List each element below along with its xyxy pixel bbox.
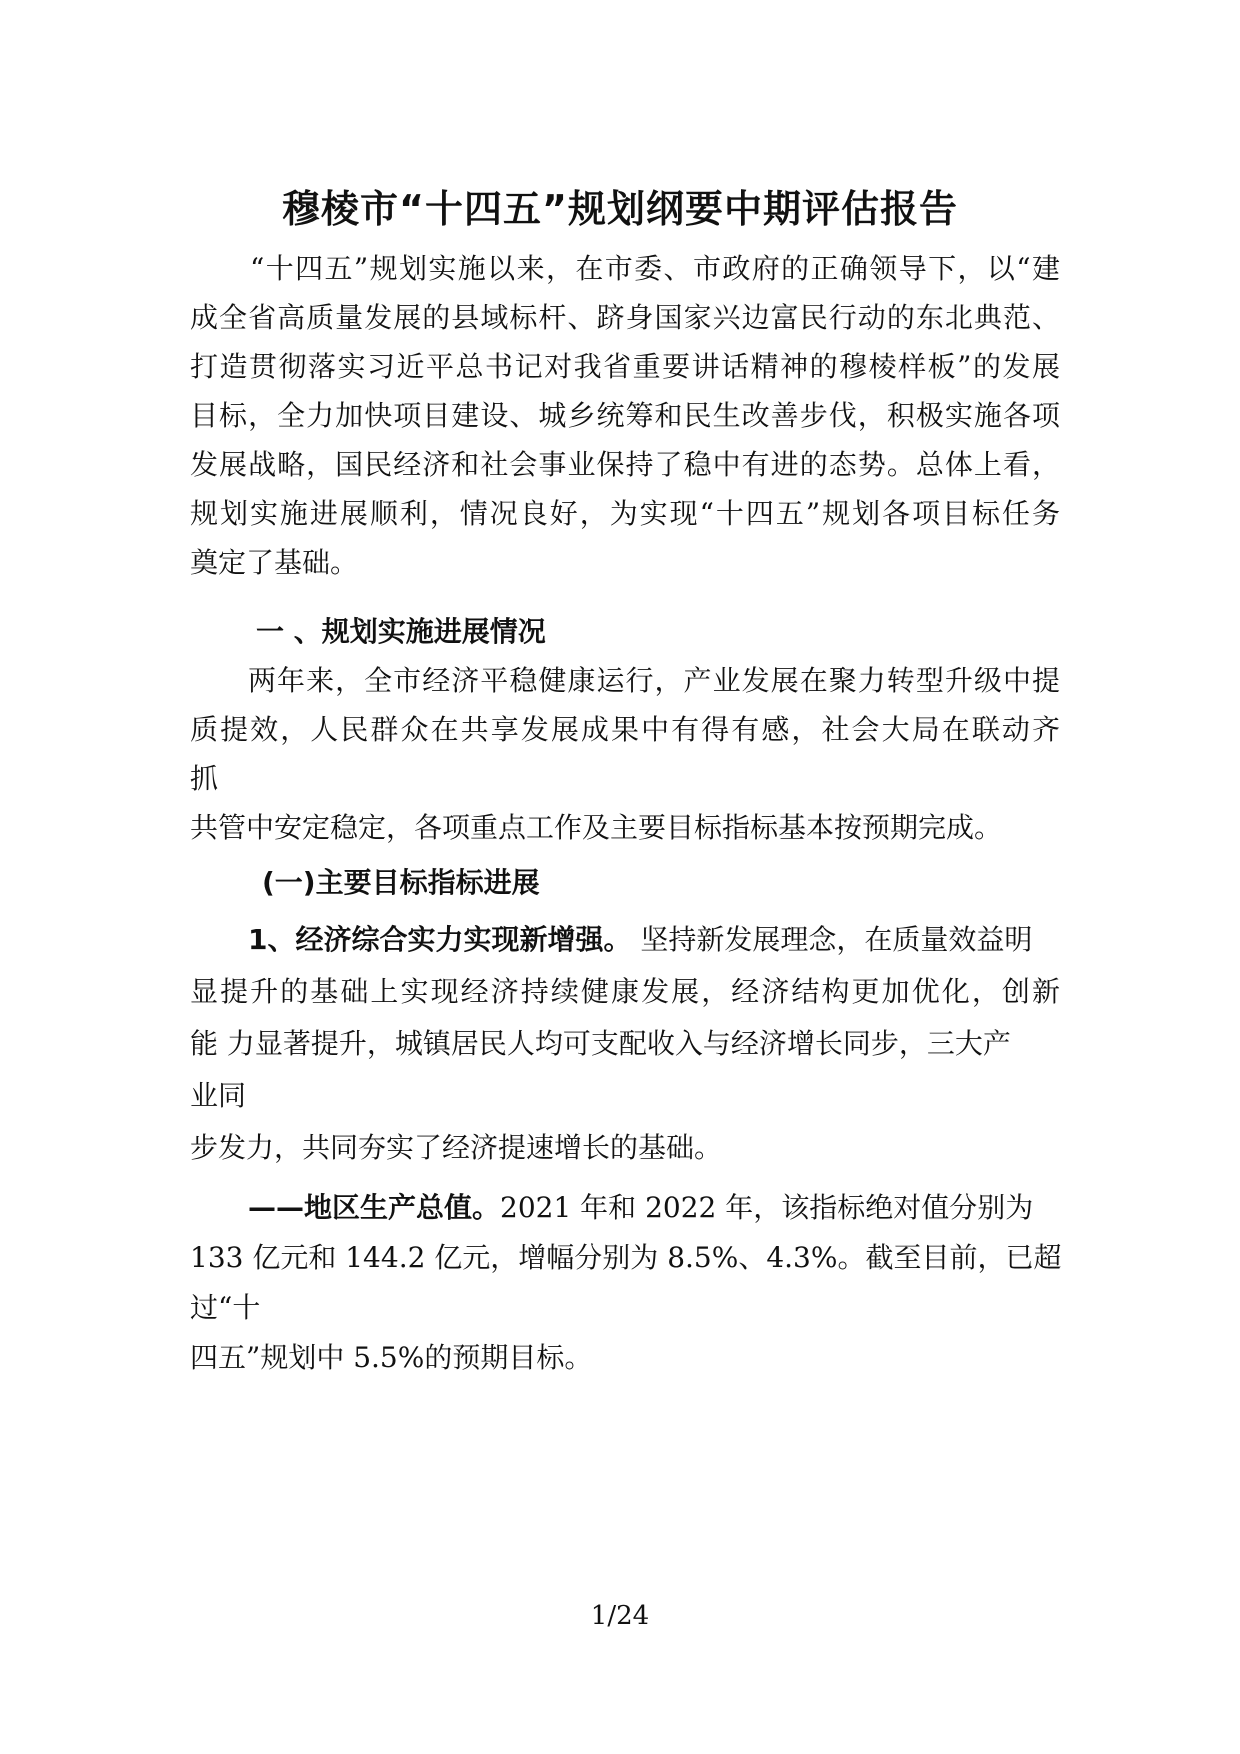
intro-line: “十四五”规划实施以来，在市委、市政府的正确领导下，以“建 xyxy=(250,252,1060,285)
gdp-line: 四五”规划中 5.5%的预期目标。 xyxy=(190,1341,593,1374)
intro-line: 成全省高质量发展的县域标杆、跻身国家兴边富民行动的东北典范、 xyxy=(190,301,1060,334)
intro-line: 奠定了基础。 xyxy=(190,546,359,579)
gdp-lead: ——地区生产总值。 xyxy=(248,1191,501,1224)
item-line: 显提升的基础上实现经济持续健康发展，经济结构更加优化，创新 xyxy=(190,975,1060,1008)
gdp-line: 133 亿元和 144.2 亿元，增幅分别为 8.5%、4.3%。截至目前，已超 xyxy=(190,1241,1062,1274)
document-title: 穆棱市“十四五”规划纲要中期评估报告 xyxy=(282,187,958,231)
item-first-line xyxy=(248,920,1060,960)
item-lead: 1、经济综合实力实现新增强。 xyxy=(248,923,632,956)
intro-line: 打造贯彻落实习近平总书记对我省重要讲话精神的穆棱样板”的发展 xyxy=(190,350,1060,383)
subsection-heading: (一)主要目标指标进展 xyxy=(262,866,540,899)
intro-line: 目标，全力加快项目建设、城乡统筹和民生改善步伐，积极实施各项 xyxy=(190,399,1060,432)
gdp-lead-rest: 2021 年和 2022 年，该指标绝对值分别为 xyxy=(500,1191,1034,1224)
page-number: 1/24 xyxy=(590,1601,650,1631)
item-line: 业同 xyxy=(190,1079,247,1112)
intro-line: 发展战略，国民经济和社会事业保持了稳中有进的态势。总体上看， xyxy=(190,448,1060,481)
gdp-line: 过“十 xyxy=(190,1291,261,1324)
section-line: 抓 xyxy=(190,762,219,795)
item-line: 能 力显著提升，城镇居民人均可支配收入与经济增长同步，三大产 xyxy=(190,1027,1011,1060)
section-line: 共管中安定稳定，各项重点工作及主要目标指标基本按预期完成。 xyxy=(190,811,1003,844)
section-line: 质提效，人民群众在共享发展成果中有得有感，社会大局在联动齐 xyxy=(190,713,1060,746)
section-heading: 一 、规划实施进展情况 xyxy=(256,615,546,648)
intro-line: 规划实施进展顺利，情况良好，为实现“十四五”规划各项目标任务 xyxy=(190,497,1060,530)
gdp-first-line xyxy=(248,1188,1060,1228)
item-line: 步发力，共同夯实了经济提速增长的基础。 xyxy=(190,1131,723,1164)
section-line: 两年来，全市经济平稳健康运行，产业发展在聚力转型升级中提 xyxy=(248,664,1060,697)
item-lead-rest: 坚持新发展理念，在质量效益明 xyxy=(631,923,1033,956)
